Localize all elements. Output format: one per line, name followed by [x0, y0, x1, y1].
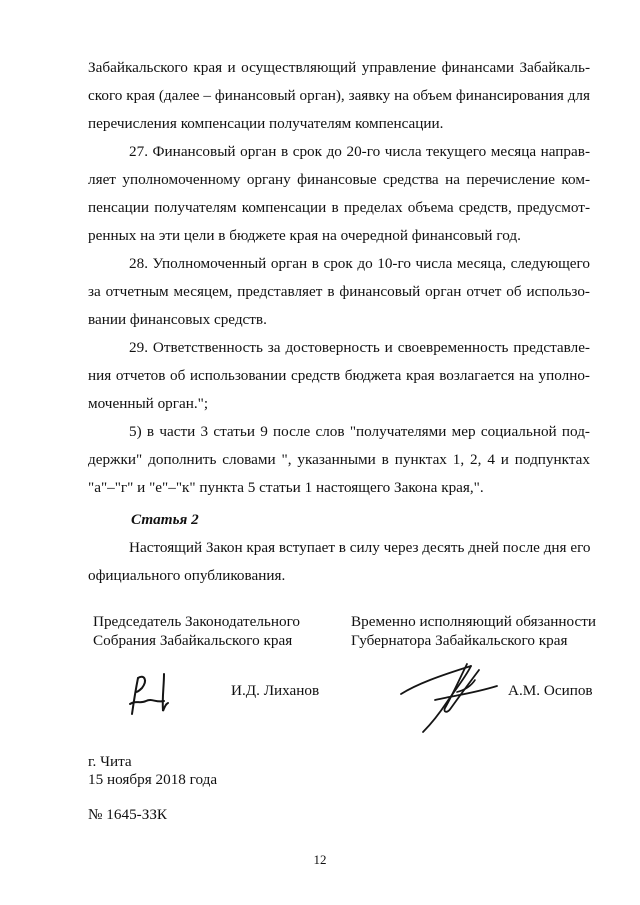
signing-date: 15 ноября 2018 года	[88, 771, 218, 788]
right-signatory-title-line-2: Губернатора Забайкальского края	[351, 632, 568, 649]
paragraph-29-line-3: моченный орган.";	[88, 395, 209, 412]
page-number: 12	[313, 852, 327, 867]
item-5-line-1: 5) в части 3 статьи 9 после слов "получателями мер социальной под-	[129, 423, 590, 440]
item-5-line-2: держки" дополнить словами ", указанными в пунктах 1, 2, 4 и подпунктах	[88, 451, 590, 468]
paragraph-28-line-1: 28. Уполномоченный орган в срок до 10-го числа месяца, следующего	[129, 255, 590, 272]
article-2-heading: Статья 2	[131, 511, 199, 528]
paragraph-28-line-3: вании финансовых средств.	[88, 311, 267, 328]
city: г. Чита	[88, 753, 132, 770]
right-signatory-title-line-1: Временно исполняющий обязанности	[351, 613, 597, 630]
left-signatory-name: И.Д. Лиханов	[231, 682, 320, 699]
paragraph-28-line-2: за отчетным месяцем, представляет в финансовый орган отчет об использо-	[88, 283, 590, 300]
paragraph-27-line-4: ренных на эти цели в бюджете края на очередной финансовый год.	[88, 227, 521, 244]
paragraph-intro-line-3: перечисления компенсации получателям компенсации.	[88, 115, 444, 132]
left-signatory-title-line-2: Собрания Забайкальского края	[93, 632, 293, 649]
law-number: № 1645-ЗЗК	[88, 806, 168, 823]
left-handwritten-signature	[124, 670, 180, 720]
paragraph-29-line-1: 29. Ответственность за достоверность и своевременность представле-	[129, 339, 590, 356]
article-2-line-2: официального опубликования.	[88, 567, 286, 584]
paragraph-29-line-2: ния отчетов об использовании средств бюджета края возлагается на уполно-	[88, 367, 590, 384]
item-5-line-3: "а"–"г" и "е"–"к" пункта 5 статьи 1 настоящего Закона края,".	[88, 479, 484, 496]
right-signatory-name: А.М. Осипов	[508, 682, 593, 699]
paragraph-intro-line-1: Забайкальского края и осуществляющий управление финансами Забайкаль-	[88, 59, 590, 76]
paragraph-27-line-1: 27. Финансовый орган в срок до 20-го числа текущего месяца направ-	[129, 143, 590, 160]
paragraph-27-line-2: ляет уполномоченному органу финансовые средства на перечисление ком-	[88, 171, 590, 188]
right-handwritten-signature	[395, 656, 505, 738]
paragraph-intro-line-2: ского края (далее – финансовый орган), заявку на объем финансирования для	[88, 87, 590, 104]
paragraph-27-line-3: пенсации получателям компенсации в пределах объема средств, предусмот-	[88, 199, 590, 216]
left-signatory-title-line-1: Председатель Законодательного	[93, 613, 301, 630]
article-2-line-1: Настоящий Закон края вступает в силу через десять дней после дня его	[129, 539, 591, 556]
